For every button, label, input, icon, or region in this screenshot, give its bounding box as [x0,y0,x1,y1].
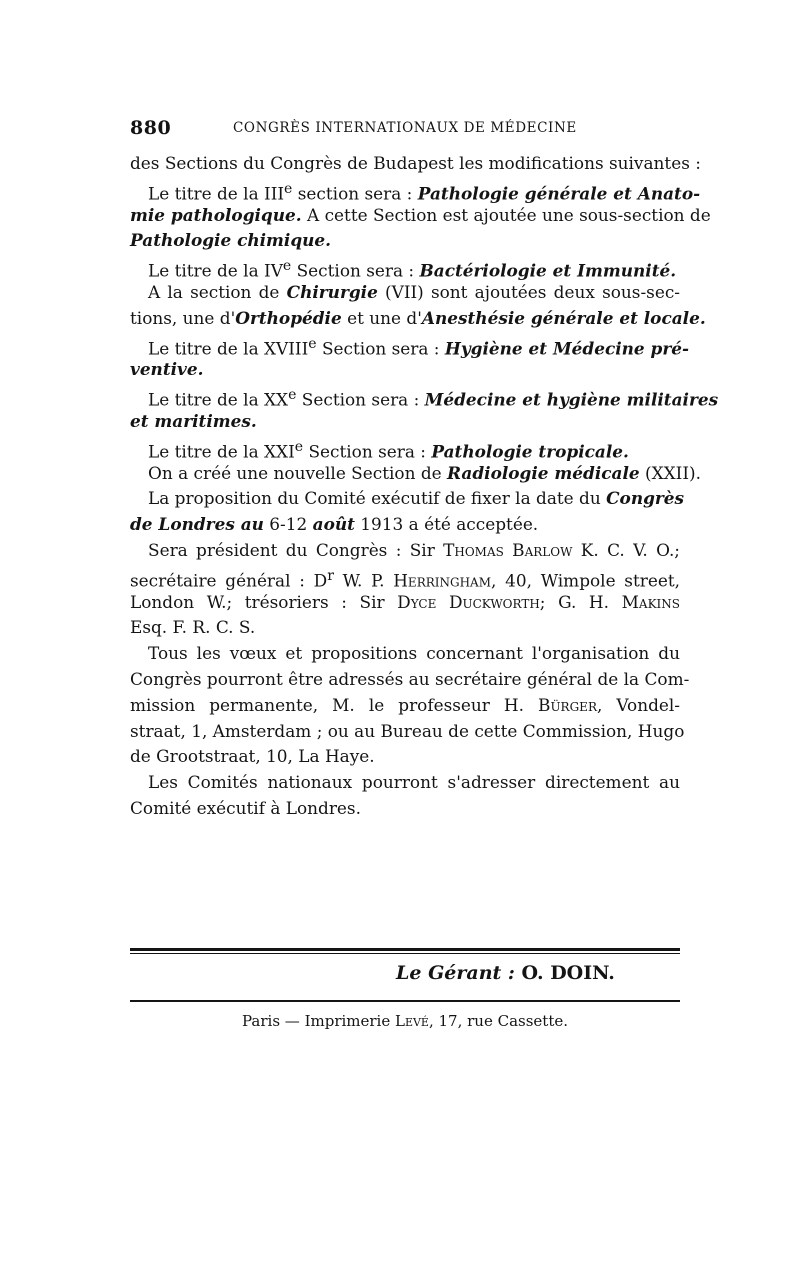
text-line: Les Comités nationaux pourront s'adresser directement au [148,772,680,793]
text-line: de Londres au 6-12 août 1913 a été acceptée. [130,514,539,535]
text-line: tions, une d'Orthopédie et une d'Anesthésie générale et locale. [130,307,706,328]
body-text [130,151,719,822]
text-line: Tous les vœux et propositions concernant l'organisation du [148,643,680,664]
page-number: 880 [130,117,172,139]
running-title: CONGRÈS INTERNATIONAUX DE MÉDECINE [233,120,577,136]
text-line: Pathologie chimique. [130,230,332,251]
gerant-label: Le Gérant : [396,962,515,984]
text-line: mie pathologique. A cette Section est ajoutée une sous-section de [130,204,711,225]
text-line: et maritimes. [130,410,257,431]
text-line: Comité exécutif à Londres. [130,797,361,818]
text-line: Le titre de la XVIIIe Section sera : Hygiène et Médecine pré- [148,335,690,359]
text-line: La proposition du Comité exécutif de fixer la date du Congrès [148,488,685,509]
text-line: ventive. [130,359,204,380]
text-line: straat, 1, Amsterdam ; ou au Bureau de cette Commission, Hugo [130,720,685,741]
text-line: London W.; trésoriers : Sir Dyce Duckworth; G. H. Makins [130,591,680,612]
text-line: Congrès pourront être adressés au secrétaire général de la Com- [130,668,690,689]
text-line: de Grootstraat, 10, La Haye. [130,746,375,767]
page-header [130,117,680,141]
gerant-signature [396,962,615,984]
text-line: Le titre de la IIIe section sera : Pathologie générale et Anato- [148,180,701,204]
text-line: Le titre de la XXe Section sera : Médecine et hygiène militaires [148,387,719,410]
rule-divider [130,1000,680,1002]
text-line: On a créé une nouvelle Section de Radiologie médicale (XXII). [148,462,701,483]
text-line: secrétaire général : $D^r$ W. P. Herringham, 40, Wimpole street, [130,567,680,591]
text-line: mission permanente, M. le professeur H. Bürger, Vondel- [130,694,680,715]
text-line: A la section de Chirurgie (VII) sont ajoutées deux sous-sec- [148,281,680,302]
gerant-name: O. DOIN. [514,962,615,984]
text-line: Le titre de la IVe Section sera : Bactériologie et Immunité. [148,258,677,281]
double-rule-divider [130,948,680,954]
text-line: Esq. F. R. C. S. [130,617,256,638]
text-line: Sera président du Congrès : Sir Thomas Barlow K. C. V. O.; [148,539,681,560]
text-line: Le titre de la XXIe Section sera : Pathologie tropicale. [148,438,629,462]
printer-imprint: Paris — Imprimerie Levé, 17, rue Cassette. [242,1012,568,1030]
text-line: des Sections du Congrès de Budapest les modifications suivantes : [130,153,701,173]
